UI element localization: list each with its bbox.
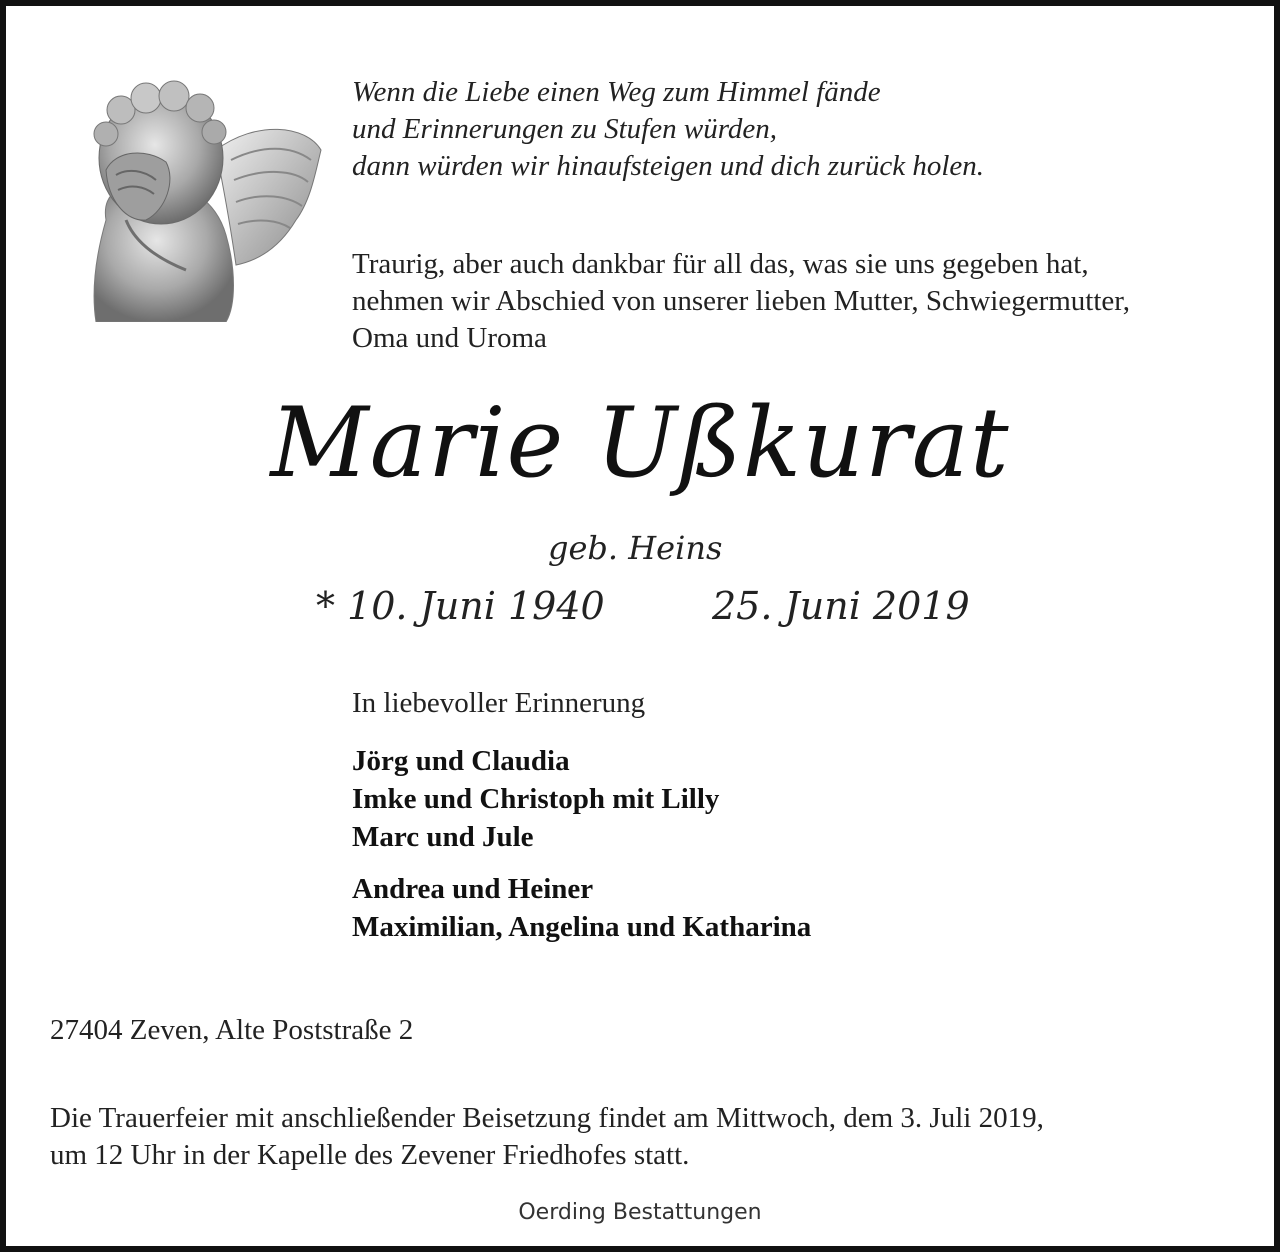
poem-line: und Erinnerungen zu Stufen würden, bbox=[352, 113, 778, 145]
memory-line: In liebevoller Erinnerung bbox=[352, 687, 646, 719]
angel-icon bbox=[66, 70, 326, 322]
poem-line: dann würden wir hinaufsteigen und dich zurück holen. bbox=[352, 150, 985, 182]
intro-line: Oma und Uroma bbox=[352, 322, 547, 354]
birth-date: * 10. Juni 1940 bbox=[316, 584, 605, 628]
deceased-name: Marie Ußkurat bbox=[270, 387, 1010, 499]
family-member: Andrea und Heiner bbox=[352, 873, 594, 905]
intro-line: Traurig, aber auch dankbar für all das, was sie uns gegeben hat, bbox=[352, 248, 1089, 280]
poem bbox=[352, 74, 1252, 185]
intro-text bbox=[352, 246, 1252, 357]
funeral-info bbox=[50, 1100, 1250, 1174]
address: 27404 Zeven, Alte Poststraße 2 bbox=[50, 1014, 414, 1046]
family-member: Maximilian, Angelina und Katharina bbox=[352, 911, 812, 943]
family-member: Jörg und Claudia bbox=[352, 745, 570, 777]
family-member: Imke und Christoph mit Lilly bbox=[352, 783, 720, 815]
intro-line: nehmen wir Abschied von unserer lieben Mutter, Schwiegermutter, bbox=[352, 285, 1131, 317]
family-member: Marc und Jule bbox=[352, 821, 534, 853]
funeral-line: Die Trauerfeier mit anschließender Beisetzung findet am Mittwoch, dem 3. Juli 2019, bbox=[50, 1102, 1044, 1134]
undertaker: Oerding Bestattungen bbox=[518, 1200, 762, 1225]
poem-line: Wenn die Liebe einen Weg zum Himmel fände bbox=[352, 76, 881, 108]
maiden-name: geb. Heins bbox=[548, 529, 723, 567]
death-date: 25. Juni 2019 bbox=[712, 584, 970, 628]
funeral-line: um 12 Uhr in der Kapelle des Zevener Friedhofes statt. bbox=[50, 1139, 690, 1171]
family-group-2 bbox=[352, 870, 1232, 946]
family-group-1 bbox=[352, 742, 1232, 856]
